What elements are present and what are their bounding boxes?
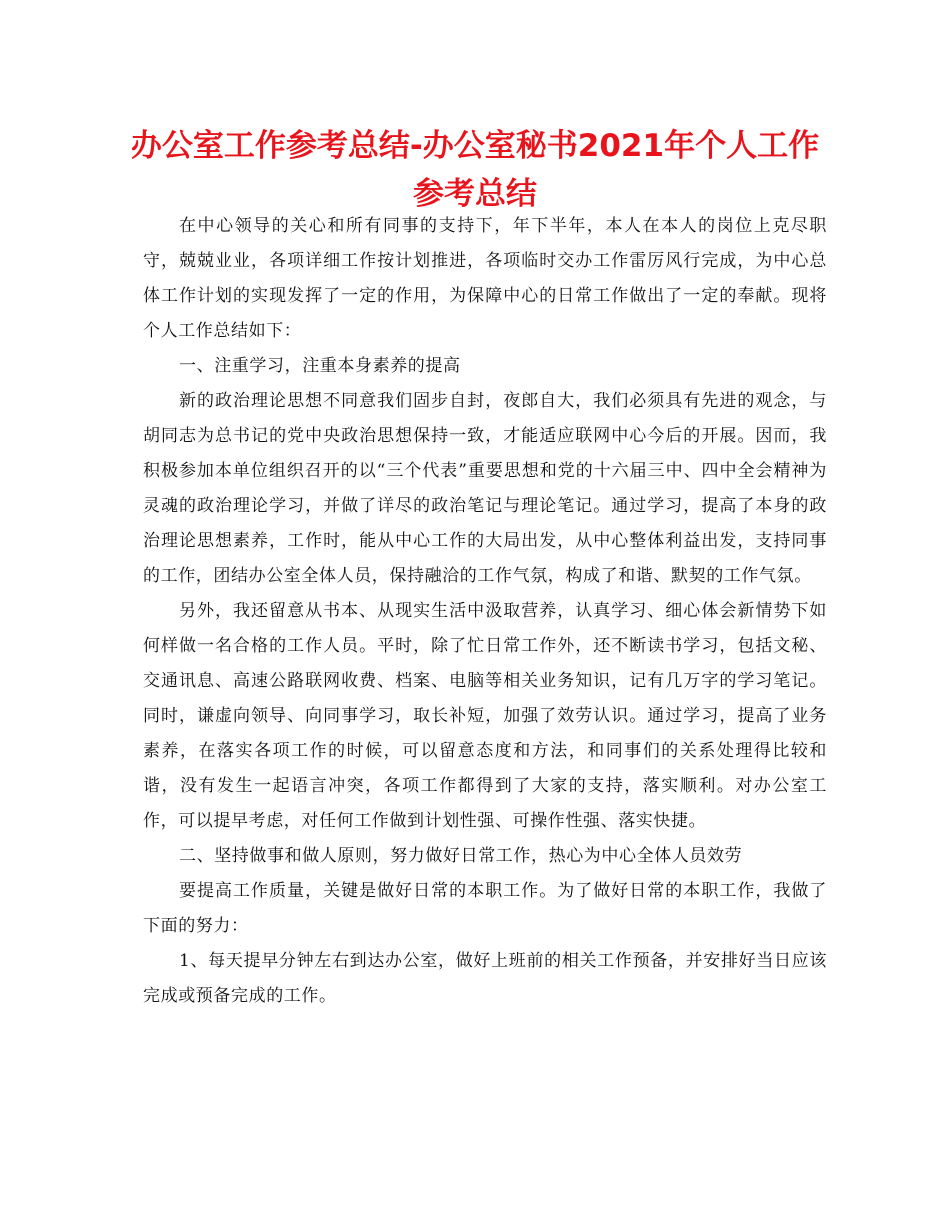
section-heading-1: 一、注重学习，注重本身素养的提高 bbox=[179, 356, 461, 376]
section-heading-2: 二、坚持做事和做人原则，努力做好日常工作，热心为中心全体人员效劳 bbox=[179, 846, 743, 866]
document-title: 办公室工作参考总结-办公室秘书2021年个人工作参考总结 bbox=[130, 128, 820, 212]
document-body bbox=[143, 209, 827, 1014]
paragraph-daily-work: 要提高工作质量，关键是做好日常的本职工作。为了做好日常的本职工作，我做了下面的努力： bbox=[143, 881, 827, 936]
paragraph-business-study: 另外，我还留意从书本、从现实生活中汲取营养，认真学习、细心体会新情势下如何样做一名合格的工作人员。平时，除了忙日常工作外，还不断读书学习，包括文秘、交通讯息、高速公路联网收费、档案、电脑等相关业务知识，记有几万字的学习笔记。同时，谦虚向领导、向同事学习，取长补短，加强了效劳认识。通过学习，提高了业务素养，在落实各项工作的时候，可以留意态度和方法，和同事们的关系处理得比较和谐，没有发生一起语言冲突，各项工作都得到了大家的支持，落实顺利。对办公室工作，可以提早考虑，对任何工作做到计划性强、可操作性强、落实快捷。 bbox=[143, 601, 827, 831]
list-item-1: 1、每天提早分钟左右到达办公室，做好上班前的相关工作预备，并安排好当日应该完成或预备完成的工作。 bbox=[143, 951, 827, 1006]
paragraph-intro: 在中心领导的关心和所有同事的支持下，年下半年，本人在本人的岗位上克尽职守，兢兢业业，各项详细工作按计划推进，各项临时交办工作雷厉风行完成，为中心总体工作计划的实现发挥了一定的作用，为保障中心的日常工作做出了一定的奉献。现将个人工作总结如下： bbox=[143, 216, 827, 341]
paragraph-political-study: 新的政治理论思想不同意我们固步自封，夜郎自大，我们必须具有先进的观念，与胡同志为总书记的党中央政治思想保持一致，才能适应联网中心今后的开展。因而，我积极参加本单位组织召开的以“三个代表”重要思想和党的十六届三中、四中全会精神为灵魂的政治理论学习，并做了详尽的政治笔记与理论笔记。通过学习，提高了本身的政治理论思想素养，工作时，能从中心工作的大局出发，从中心整体利益出发，支持同事的工作，团结办公室全体人员，保持融洽的工作气氛，构成了和谐、默契的工作气氛。 bbox=[143, 391, 827, 586]
